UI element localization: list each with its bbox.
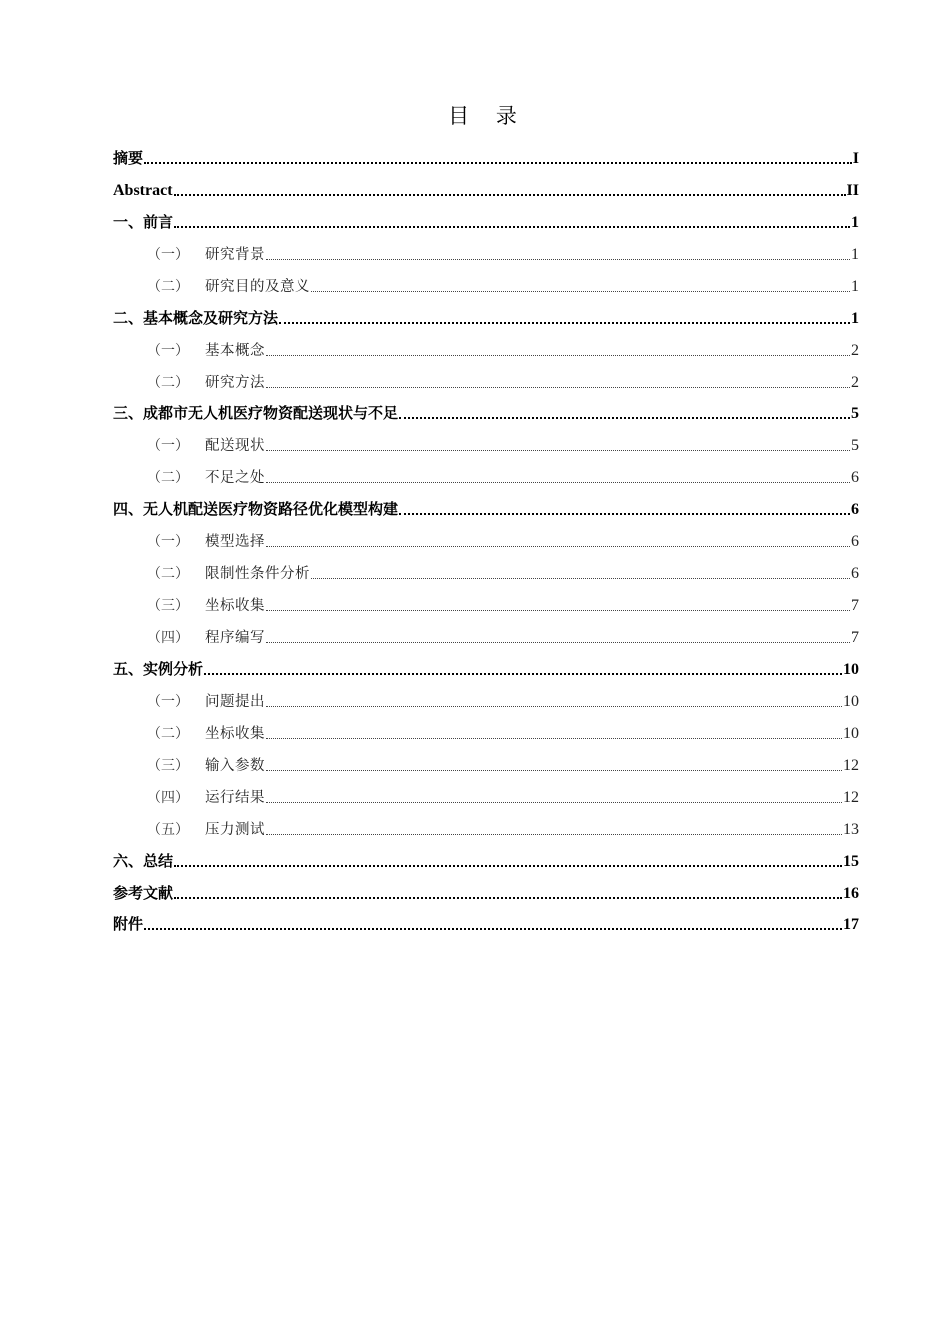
toc-entry-text: 模型选择 [205, 534, 265, 551]
toc-entry-page-number: 1 [851, 277, 859, 295]
dot-leader [174, 865, 842, 867]
toc-entry-label [147, 436, 265, 461]
dot-leader [266, 642, 850, 643]
toc-entry-number: （一） [147, 438, 189, 455]
toc-entry-page-number: 1 [851, 245, 859, 263]
toc-entry-section[interactable] [113, 781, 859, 813]
toc-entry-number: （二） [147, 566, 189, 583]
toc-entry-number: （一） [147, 342, 189, 359]
toc-entry-chapter[interactable] [113, 302, 859, 334]
toc-entry-text: 限制性条件分析 [205, 566, 310, 583]
toc-list [113, 142, 859, 940]
toc-entry-section[interactable] [113, 461, 859, 493]
toc-entry-chapter[interactable] [113, 909, 859, 941]
dot-leader [266, 450, 850, 451]
dot-leader [174, 194, 846, 196]
toc-entry-page-number: 13 [843, 820, 859, 838]
toc-entry-number: （一） [147, 693, 189, 710]
toc-entry-section[interactable] [113, 749, 859, 781]
toc-entry-section[interactable] [113, 685, 859, 717]
toc-entry-number: （一） [147, 534, 189, 551]
toc-entry-label [147, 596, 265, 621]
toc-entry-page-number: 10 [843, 724, 859, 742]
toc-entry-text: 问题提出 [205, 693, 265, 710]
toc-entry-page-number: 6 [851, 533, 859, 551]
dot-leader [266, 706, 842, 707]
toc-entry-text: 六、总结 [113, 851, 174, 870]
toc-entry-text: 二、基本概念及研究方法 [113, 308, 279, 327]
toc-entry-number: （四） [147, 789, 189, 806]
toc-entry-page-number: 10 [843, 660, 859, 678]
toc-entry-text: 四、无人机配送医疗物资路径优化模型构建 [113, 500, 399, 519]
dot-leader [399, 417, 850, 419]
dot-leader [266, 738, 842, 739]
toc-entry-label [113, 659, 203, 685]
toc-entry-number: （二） [147, 725, 189, 742]
toc-entry-label [147, 788, 265, 813]
dot-leader [266, 482, 850, 483]
dot-leader [174, 897, 842, 899]
toc-entry-section[interactable] [113, 334, 859, 366]
toc-entry-section[interactable] [113, 270, 859, 302]
toc-entry-section[interactable] [113, 429, 859, 461]
toc-entry-text: 不足之处 [205, 470, 265, 487]
toc-entry-number: （二） [147, 374, 189, 391]
toc-entry-number: （二） [147, 278, 189, 295]
toc-title: 目 录 [448, 104, 527, 128]
toc-entry-page-number: 2 [851, 373, 859, 391]
toc-entry-page-number: 6 [851, 501, 859, 519]
toc-entry-section[interactable] [113, 366, 859, 398]
toc-entry-section[interactable] [113, 813, 859, 845]
toc-entry-text: 三、成都市无人机医疗物资配送现状与不足 [113, 404, 399, 423]
toc-entry-label [113, 883, 173, 909]
toc-entry-number: （一） [147, 246, 189, 263]
toc-entry-number: （三） [147, 598, 189, 615]
dot-leader [266, 770, 842, 771]
toc-entry-text: 五、实例分析 [113, 659, 204, 678]
dot-leader [266, 834, 842, 835]
toc-entry-text: 配送现状 [205, 438, 265, 455]
dot-leader [279, 322, 850, 324]
dot-leader [266, 802, 842, 803]
toc-entry-text: 压力测试 [205, 821, 265, 838]
dot-leader [399, 513, 850, 515]
toc-entry-text: 研究方法 [205, 374, 265, 391]
toc-entry-page-number: 10 [843, 692, 859, 710]
toc-entry-text: 研究背景 [205, 246, 265, 263]
toc-entry-label [113, 499, 398, 525]
toc-entry-text: 基本概念 [205, 342, 265, 359]
dot-leader [266, 610, 850, 611]
toc-entry-page-number: 12 [843, 756, 859, 774]
toc-entry-chapter[interactable] [113, 142, 859, 174]
toc-entry-text: 坐标收集 [205, 598, 265, 615]
toc-entry-chapter[interactable] [113, 493, 859, 525]
dot-leader [266, 546, 850, 547]
toc-entry-label [147, 692, 265, 717]
toc-entry-label [147, 820, 265, 845]
toc-entry-text: 摘要 [113, 148, 144, 167]
toc-entry-section[interactable] [113, 525, 859, 557]
toc-entry-number: （四） [147, 630, 189, 646]
toc-entry-text: 输入参数 [205, 757, 265, 774]
toc-entry-page-number: I [852, 149, 859, 167]
dot-leader [266, 355, 850, 356]
dot-leader [266, 387, 850, 388]
dot-leader [174, 226, 850, 228]
toc-entry-page-number: 6 [851, 565, 859, 583]
toc-entry-page-number: 17 [843, 916, 859, 934]
toc-entry-label [113, 914, 143, 940]
toc-entry-page-number: 12 [843, 788, 859, 806]
toc-entry-number: （五） [147, 821, 189, 838]
toc-entry-page-number: 5 [851, 405, 859, 423]
toc-entry-text: 一、前言 [113, 212, 174, 231]
dot-leader [144, 928, 842, 930]
toc-entry-page-number: 5 [851, 437, 859, 455]
toc-entry-label [147, 341, 265, 366]
toc-entry-page-number: 1 [851, 309, 859, 327]
toc-entry-page-number: 7 [851, 597, 859, 615]
toc-entry-page-number: 2 [851, 341, 859, 359]
toc-entry-number: （三） [147, 757, 189, 774]
toc-entry-label [147, 245, 265, 270]
toc-entry-label [113, 212, 173, 238]
toc-entry-chapter[interactable] [113, 206, 859, 238]
toc-entry-label [113, 851, 173, 877]
dot-leader [311, 291, 850, 292]
toc-entry-chapter[interactable] [113, 845, 859, 877]
toc-entry-text: 附件 [113, 915, 144, 934]
toc-entry-text: 程序编写 [205, 630, 265, 646]
dot-leader [311, 578, 850, 579]
toc-entry-label [147, 564, 310, 589]
dot-leader [266, 259, 850, 260]
toc-entry-section[interactable] [113, 621, 859, 653]
toc-entry-page-number: 16 [843, 884, 859, 902]
toc-entry-text: Abstract [113, 181, 173, 199]
toc-entry-chapter[interactable] [113, 398, 859, 430]
toc-entry-number: （二） [147, 470, 189, 487]
toc-entry-label [147, 724, 265, 749]
toc-entry-chapter[interactable] [113, 174, 859, 206]
toc-entry-label [113, 403, 398, 429]
toc-entry-page-number: II [846, 181, 859, 199]
toc-entry-text: 参考文献 [113, 883, 174, 902]
dot-leader [204, 673, 842, 675]
toc-entry-label [113, 181, 173, 206]
toc-entry-label [113, 308, 278, 334]
toc-entry-label [147, 532, 265, 557]
toc-entry-chapter[interactable] [113, 877, 859, 909]
toc-entry-text: 研究目的及意义 [205, 278, 310, 295]
toc-entry-label [147, 628, 265, 653]
toc-entry-page-number: 15 [843, 852, 859, 870]
toc-entry-section[interactable] [113, 557, 859, 589]
toc-entry-label [147, 468, 265, 493]
toc-entry-label [147, 277, 310, 302]
toc-entry-section[interactable] [113, 717, 859, 749]
toc-entry-label [147, 373, 265, 398]
toc-entry-page-number: 1 [851, 213, 859, 231]
toc-entry-text: 运行结果 [205, 789, 265, 806]
toc-entry-section[interactable] [113, 589, 859, 621]
toc-entry-text: 坐标收集 [205, 725, 265, 742]
toc-entry-chapter[interactable] [113, 653, 859, 685]
dot-leader [144, 162, 852, 164]
toc-entry-label [147, 756, 265, 781]
toc-entry-page-number: 7 [851, 629, 859, 646]
toc-entry-page-number: 6 [851, 469, 859, 487]
toc-entry-label [113, 148, 143, 174]
toc-entry-section[interactable] [113, 238, 859, 270]
